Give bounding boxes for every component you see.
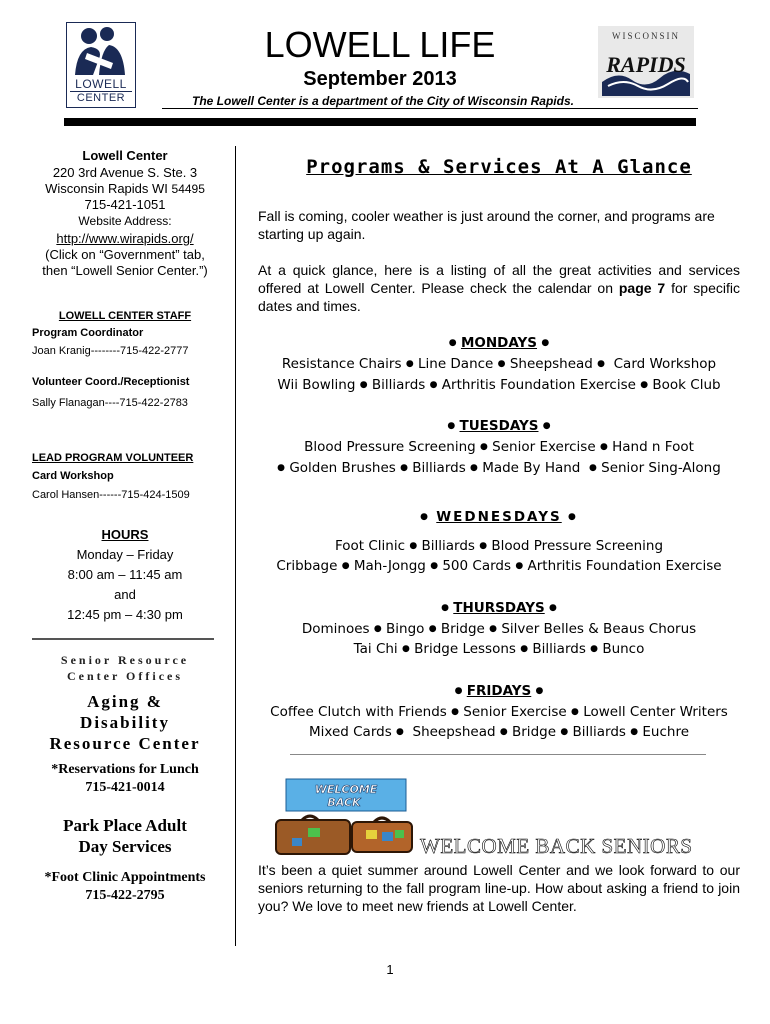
volunteer-coord-title: Volunteer Coord./Receptionist: [32, 376, 190, 388]
park-place-line2: Day Services: [78, 837, 172, 856]
sidebar-website-label: Website Address:: [78, 214, 172, 228]
sign-word-welcome: WELCOME: [314, 783, 378, 796]
hours-heading: HOURS: [101, 527, 149, 542]
hours-and: and: [114, 587, 136, 602]
lunch-reservation-label: *Reservations for Lunch: [51, 762, 199, 777]
lowell-center-logo: [66, 22, 136, 108]
welcome-back-clipart: [270, 776, 426, 858]
monday-activities-line1: Resistance Chairs ● Line Dance ● Sheepshead ● Card Workshop: [281, 356, 717, 372]
welcome-back-paragraph: It’s been a quiet summer around Lowell Center and we look forward to our seniors returning to the fall program line-up. How about asking a friend to join you? We love to meet new friends at Lowell Center.: [258, 862, 740, 914]
tuesday-activities-line2: ● Golden Brushes ● Billiards ● Made By Hand ● Senior Sing-Along: [277, 460, 721, 476]
adrc-name-line1: Aging &: [87, 692, 163, 711]
sidebar-divider: [32, 638, 214, 640]
logo-word-lowell: LOWELL: [75, 77, 127, 91]
adrc-name-line3: Resource Center: [49, 734, 201, 753]
newsletter-issue-date: September 2013: [303, 68, 457, 90]
wednesday-heading: ● WEDNESDAYS ●: [420, 509, 578, 525]
volunteer-coord-contact: Sally Flanagan----715-422-2783: [32, 397, 188, 409]
thursday-heading: ● THURSDAYS ●: [441, 600, 557, 616]
friday-heading: ● FRIDAYS ●: [454, 683, 544, 699]
lead-volunteer-program: Card Workshop: [32, 470, 114, 482]
sidebar-center-name: Lowell Center: [82, 148, 168, 163]
sign-word-back: BACK: [327, 796, 361, 809]
sidebar-website-link[interactable]: http://www.wirapids.org/: [56, 231, 194, 246]
logo-word-center: CENTER: [70, 91, 132, 104]
lead-volunteer-heading: LEAD PROGRAM VOLUNTEER: [32, 452, 194, 464]
monday-heading: ● MONDAYS ●: [448, 335, 550, 351]
staff-heading: LOWELL CENTER STAFF: [58, 310, 192, 322]
thursday-activities-line2: Tai Chi ● Bridge Lessons ● Billiards ● Bunco: [353, 641, 645, 657]
lunch-reservation-phone: 715-421-0014: [85, 780, 165, 795]
intro-paragraph2: At a quick glance, here is a listing of all the great activities and services offered at Lowell Center. Please check the calendar on page 7 for specific dates and times.: [258, 262, 740, 314]
tuesday-heading: ● TUESDAYS ●: [447, 418, 551, 434]
friday-activities-line1: Coffee Clutch with Friends ● Senior Exercise ● Lowell Center Writers: [270, 704, 728, 720]
sidebar-address-line1: 220 3rd Avenue S. Ste. 3: [52, 165, 198, 180]
wednesday-activities-line2: Cribbage ● Mah-Jongg ● 500 Cards ● Arthritis Foundation Exercise: [276, 558, 722, 574]
logo-wisconsin-text: WISCONSIN: [611, 31, 681, 41]
page-number: 1: [386, 962, 394, 977]
programs-heading: Programs & Services At A Glance: [306, 156, 692, 178]
hours-afternoon: 12:45 pm – 4:30 pm: [67, 607, 183, 622]
coordinator-title: Program Coordinator: [32, 327, 144, 339]
logo-rapids-text: RAPIDS: [606, 52, 686, 77]
newsletter-tagline: The Lowell Center is a department of the City of Wisconsin Rapids.: [192, 94, 574, 108]
sidebar-website-note1: (Click on “Government” tab,: [45, 247, 205, 262]
tuesday-activities-line1: Blood Pressure Screening ● Senior Exercise ● Hand n Foot: [304, 439, 694, 455]
people-figures-icon: [69, 25, 131, 79]
thursday-activities-line1: Dominoes ● Bingo ● Bridge ● Silver Belles & Beaus Chorus: [301, 621, 697, 637]
intro-paragraph1: Fall is coming, cooler weather is just around the corner, and programs are starting up again.: [258, 208, 715, 242]
sidebar-phone: 715-421-1051: [84, 197, 166, 212]
park-place-line1: Park Place Adult: [63, 816, 187, 835]
sidebar-website-note2: then “Lowell Senior Center.”): [42, 263, 208, 278]
senior-resource-heading2: Center Offices: [66, 669, 184, 683]
friday-activities-line2: Mixed Cards ● Sheepshead ● Bridge ● Billiards ● Euchre: [308, 724, 689, 740]
hours-days: Monday – Friday: [76, 547, 174, 562]
welcome-back-heading: WELCOME BACK SENIORS: [420, 834, 693, 858]
lead-volunteer-contact: Carol Hansen------715-424-1509: [32, 489, 190, 501]
foot-clinic-label: *Foot Clinic Appointments: [44, 870, 206, 885]
monday-activities-line2: Wii Bowling ● Billiards ● Arthritis Foundation Exercise ● Book Club: [277, 377, 721, 393]
column-divider: [235, 146, 236, 946]
newsletter-title: LOWELL LIFE: [264, 24, 496, 65]
foot-clinic-phone: 715-422-2795: [85, 888, 165, 903]
senior-resource-heading1: Senior Resource: [60, 653, 190, 667]
wednesday-activities-line1: Foot Clinic ● Billiards ● Blood Pressure Screening: [334, 538, 664, 554]
header-rule: [162, 108, 698, 109]
sidebar-address-line2: Wisconsin Rapids WI 54495: [45, 181, 205, 196]
section-divider: [290, 754, 706, 755]
header-thick-rule: [64, 118, 696, 126]
wisconsin-rapids-logo: [598, 26, 694, 98]
hours-morning: 8:00 am – 11:45 am: [67, 567, 183, 582]
adrc-name-line2: Disability: [80, 713, 170, 732]
coordinator-contact: Joan Kranig--------715-422-2777: [32, 345, 189, 357]
